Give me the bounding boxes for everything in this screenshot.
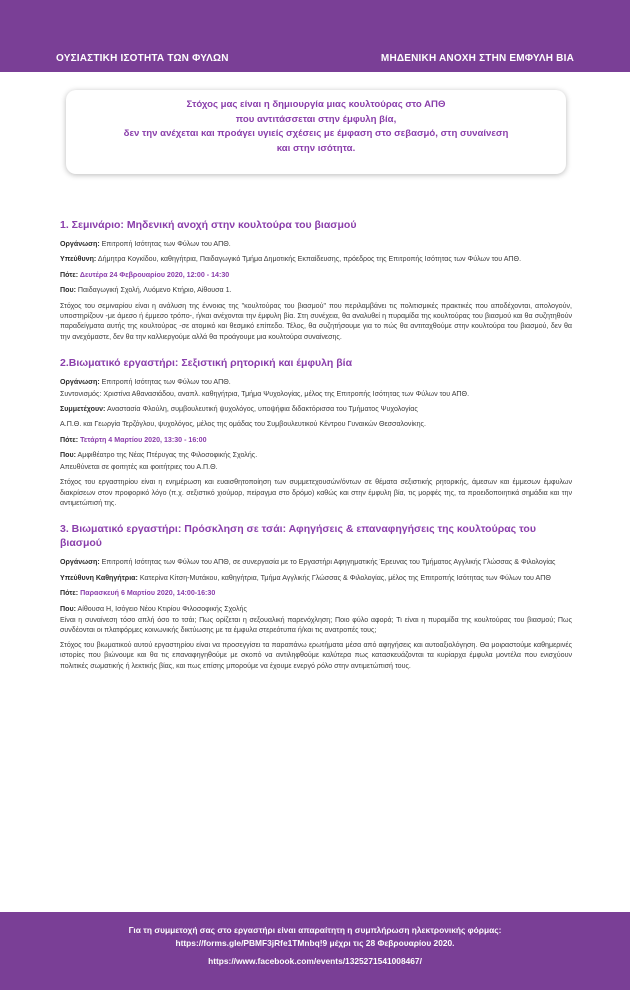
date-label: Πότε: [60,435,79,444]
description-paragraph: Στόχος του βιωματικού αυτού εργαστηρίου είναι να προσεγγίσει τα παραπάνω ερωτήματα μέσα από αφηγήσεις και αυτοαξιολόγηση. Θα μοιραστούμε καθημερινές ιστορίες που βιώνουμε και θα τις επαναφηγηθούμε με σκοπό να αντιληφθούμε καλύτερα πως κατασκευάζονται τα κυρίαρχα έμφυλα μοντέλα που ενισχύουν πολιτικές σωματικής ή λεκτικής βίας, και πως επίσης μπορούμε να έχουμε ενεργό ρόλο στην αντιμετώπισή τους. [60,640,572,670]
info-row [60,239,572,249]
info-text: Α.Π.Θ. και Γεωργία Τερζόγλου, ψυχολόγος, μέλος της ομάδας του Συμβουλευτικού Κέντρου Γυναικών Θεσσαλονίκης. [60,420,426,429]
date-label: Πότε: [60,270,79,279]
event-section-1 [60,218,572,342]
info-text: Δήμητρα Κογκίδου, καθηγήτρια, Παιδαγωγικό Τμήμα Δημοτικής Εκπαίδευσης, πρόεδρος της Επιτροπής Ισότητας των Φύλων του ΑΠΘ. [96,255,522,264]
event-section-3 [60,522,572,671]
info-label: Οργάνωση: [60,378,100,387]
intro-line: δεν την ανέχεται και προάγει υγιείς σχέσεις με έμφαση στο σεβασμό, στη συναίνεση [123,128,509,139]
intro-line: που αντιτάσσεται στην έμφυλη βία, [235,113,397,125]
info-label: Συμμετέχουν: [60,405,106,414]
info-text: Επιτροπή Ισότητας των Φύλων του ΑΠΘ. [99,378,231,387]
place-row [60,604,572,614]
date-row [60,588,572,598]
info-text: Συντονισμός: Χριστίνα Αθανασιάδου, αναπλ. καθηγήτρια, Τμήμα Ψυχολογίας, μέλος της Επιτροπής Ισότητας των Φύλων του ΑΠΘ. [60,389,470,398]
event-title: 2.Βιωματικό εργαστήρι: Σεξιστική ρητορική και έμφυλη βία [60,357,353,370]
info-row [60,557,572,567]
description-paragraph: Στόχος του εργαστηρίου είναι η ενημέρωση και ευαισθητοποίηση των συμμετεχουσών/όντων σε θέματα σεξιστικής ρητορικής, άμεσων και έμμεσων έμφυλων διακρίσεων στον προφορικό λόγο (π.χ. σεξιστικό χιούμορ, πείραγμα στο δρόμο) καθώς και στην έμφυλη βία, τις μορφές της, τα προειδοποιητικά σημάδια και την αντιμετώπισή της. [60,478,572,507]
registration-form-link[interactable]: https://forms.gle/PBMF3jRfe1TMnbq!9 μέχρι τις 28 Φεβρουαρίου 2020. [175,938,455,948]
info-label: Οργάνωση: [60,558,100,567]
info-row [60,419,572,429]
place-row [60,285,572,295]
info-row [60,573,572,583]
date-row [60,270,572,280]
header-bar [56,48,574,68]
info-text: Κατερίνα Κίτση-Μυτάκου, καθηγήτρια, Τμήμα Αγγλικής Γλώσσας & Φιλολογίας, μέλος της Επιτροπής Ισότητας των Φύλων του ΑΠΘ [137,573,551,582]
place-label: Που: [60,286,76,295]
event-title: 3. Βιωματικό εργαστήρι: Πρόσκληση σε τσάι: Αφηγήσεις & επαναφηγήσεις της κουλτούρας του βιασμού [60,523,536,550]
date-value: Δευτέρα 24 Φεβρουαρίου 2020, 12:00 - 14:30 [78,270,230,279]
info-label: Υπεύθυνη: [60,255,97,264]
info-row [60,389,572,399]
event-title: 1. Σεμινάριο: Μηδενική ανοχή στην κουλτούρα του βιασμού [60,219,357,231]
header-left-title: ΟΥΣΙΑΣΤΙΚΗ ΙΣΟΤΗΤΑ ΤΩΝ ΦΥΛΩΝ [56,52,229,64]
place-label: Που: [60,451,76,460]
info-row [60,377,572,387]
place-value: Παιδαγωγική Σχολή, Λυόμενο Κτήριο, Αίθουσα 1. [75,286,232,295]
info-label: Υπεύθυνη Καθηγήτρια: [60,573,138,582]
info-row [60,254,572,264]
facebook-event-link[interactable]: https://www.facebook.com/events/1325271541008467/ [208,956,422,966]
info-label: Οργάνωση: [60,240,100,248]
footer-band [0,912,630,990]
info-text: Επιτροπή Ισότητας των Φύλων του ΑΠΘ. [99,240,231,248]
place-value: Αίθουσα Η, Ισόγειο Νέου Κτιρίου Φιλοσοφικής Σχολής [75,604,247,613]
audience-note: Απευθύνεται σε φοιτητές και φοιτήτριες του Α.Π.Θ. [60,462,218,471]
intro-line: και στην ισότητα. [276,142,356,154]
events-content [60,218,572,685]
intro-box [66,90,566,174]
event-section-2 [60,356,572,508]
intro-line: Στόχος μας είναι η δημιουργία μιας κουλτούρας στο ΑΠΘ [186,99,446,110]
info-text: Αναστασία Φλούλη, συμβουλευτική ψυχολόγος, υποψήφια διδακτόρισσα του Τμήματος Ψυχολογίας [105,405,418,414]
date-value: Τετάρτη 4 Μαρτίου 2020, 13:30 - 16:00 [78,435,207,444]
info-row [60,404,572,414]
date-row [60,435,572,445]
place-row [60,450,572,460]
header-right-title: ΜΗΔΕΝΙΚΗ ΑΝΟΧΗ ΣΤΗΝ ΕΜΦΥΛΗ ΒΙΑ [380,52,574,64]
info-text: Επιτροπή Ισότητας των Φύλων του ΑΠΘ, σε συνεργασία με το Εργαστήρι Αφηγηματικής Έρευνας του Τμήματος Αγγλικής Γλώσσας & Φιλολογίας [99,558,556,567]
place-value: Αμφιθέατρο της Νέας Πτέρυγας της Φιλοσοφικής Σχολής. [75,451,258,460]
place-label: Που: [60,604,76,613]
description-paragraph: Στόχος του σεμιναρίου είναι η ανάλυση της έννοιας της "κουλτούρας του βιασμού" που περιλαμβάνει τις πολιτισμικές πρακτικές που αποδέχονται, απολογούν, υποστηρίζουν -με άμεσο ή έμμεσο τρόπο-, ή/και ανέχονται την έμφυλη βία. Στη συνέχεια, θα αναλυθεί η πυραμίδα της κουλτούρας του βιασμού και θα συζητηθούν παραδείγματα αυτής της κουλτούρας -σε ατομικό και θεσμικό επίπεδο. Τέλος, θα συζητήσουμε για το πώς θα αντιταχθούμε στην κουλτούρα του βιασμού, δεν θα την ανεχόμαστε, δεν θα την καλλιεργούμε αλλά θα προάγουμε μια κουλτούρα συναίνεσης. [60,301,572,341]
description-paragraph: Είναι η συναίνεση τόσο απλή όσο το τσάι; Πως ορίζεται η σεξουαλική παρενόχληση; Ποιο φύλο αφορά; Τι είναι η πυραμίδα της κουλτούρας του βιασμού; Πως συνδέονται οι πλατφόρμες κοινωνικής δικτύωσης με τα έμφυλα στερεότυπα ή/και τις ανατροπές τους; [60,615,572,635]
date-label: Πότε: [60,589,79,598]
date-value: Παρασκευή 6 Μαρτίου 2020, 14:00-16:30 [78,589,216,598]
footer-notice: Για τη συμμετοχή σας στο εργαστήρι είναι απαραίτητη η συμπλήρωση ηλεκτρονικής φόρμας: [128,925,502,935]
